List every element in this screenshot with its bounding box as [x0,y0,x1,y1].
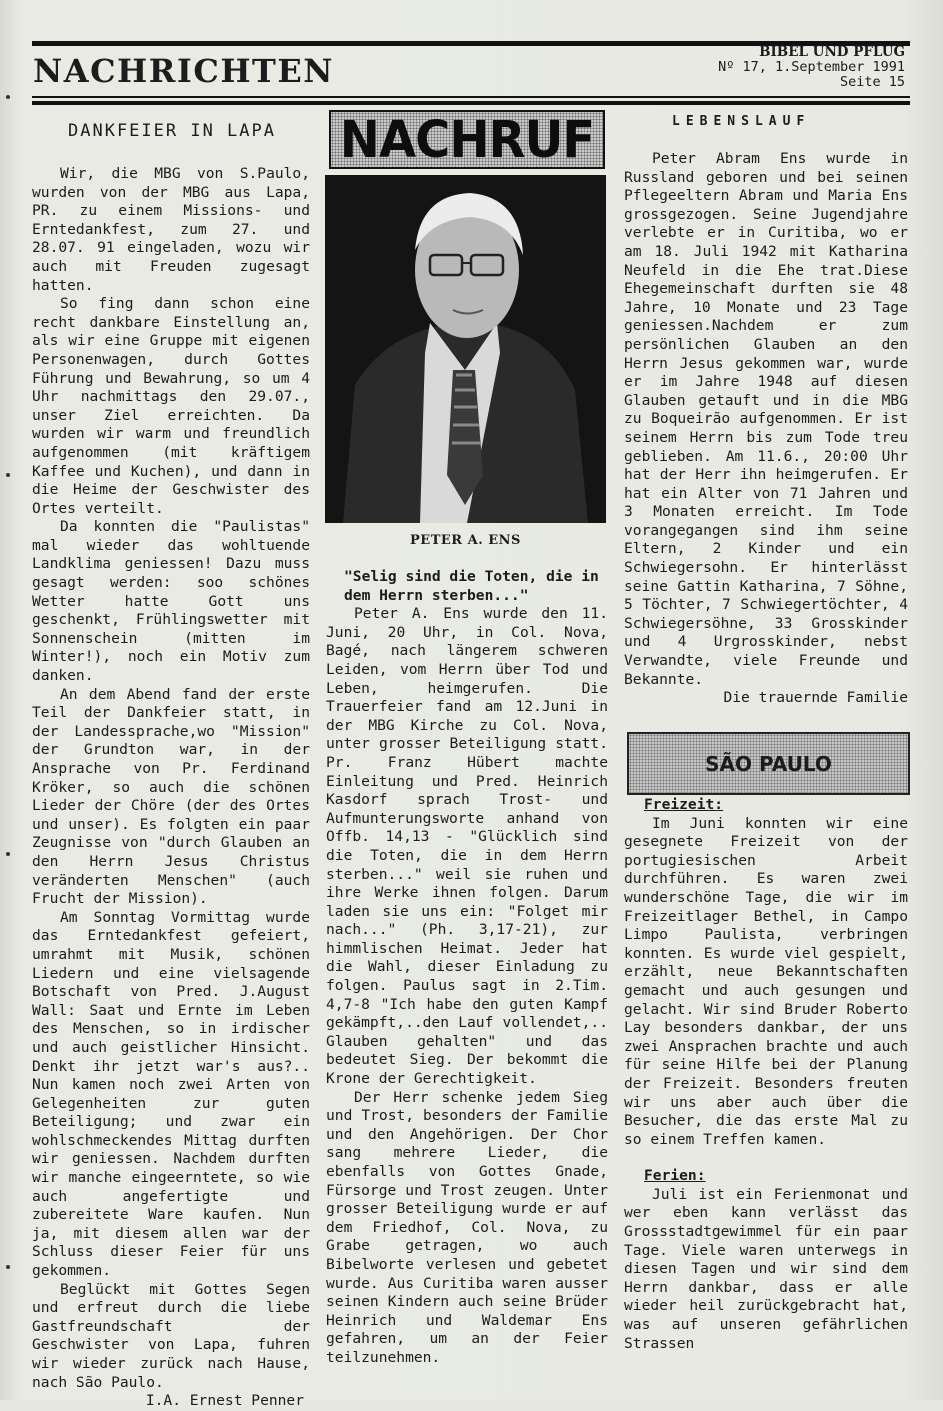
binding-hole [6,852,10,856]
header-rule-2 [32,101,910,105]
lebenslauf-title: LEBENSLAUF [672,114,811,129]
page-number: Seite 15 [839,74,905,90]
article-nachruf [326,568,608,1368]
article-lebenslauf [624,150,908,708]
photo-caption: PETER A. ENS [410,533,521,548]
paragraph: Peter A. Ens wurde den 11. Juni, 20 Uhr, in Col. Nova, Bagé, nach längerem schweren Leiden, vom Herrn über Tod und Leben, heimgerufen. Die Trauerfeier fand am 12.Juni in der MBG Kirche zu Col. Nova, unter grosser Beteiligung statt. Pr. Franz Hübert machte Einleitung und Pred. Heinrich Kasdorf sprach Trost- und Aufmunterungsworte anhand von Offb. 14,13 - "Glücklich sind die Toten, die in dem Herrn sterben..." weil sie ruhen und ihre Werke ihnen folgen. Darum laden sie uns ein: "Folget mir nach..." (Ph. 3,17-21), zur himmlischen Heimat. Jeder hat die Wahl, dieser Einladung zu folgen. Paulus sagt in 2.Tim. 4,7-8 "Ich habe den guten Kampf gekämpft,..den Lauf vollendet,.. Glauben gehalten" und das bedeutet Sieg. Der bekommt die Krone der Gerechtigkeit. [326,605,608,1088]
paragraph: Beglückt mit Gottes Segen und erfreut durch die liebe Gastfreundschaft der Geschwister von Lapa, fuhren wir wieder zurück nach Hause, nach São Paulo. [32,1280,310,1391]
article-title-lapa: DANKFEIER IN LAPA [68,121,276,141]
paragraph: Wir, die MBG von S.Paulo, wurden von der MBG aus Lapa, PR. zu einem Missions- und Erntedankfest, zum 27. und 28.07. 91 eingeladen, wozu wir auch mit Freuden zugesagt hatten. [32,165,310,294]
header-rule-1 [32,96,910,98]
sao-paulo-banner [627,732,910,795]
issue-info [718,45,905,90]
nachruf-banner [329,110,605,169]
masthead: NACHRICHTEN [33,52,334,90]
binding-hole [6,473,10,477]
paragraph: Der Herr schenke jedem Sieg und Trost, besonders der Familie und den Angehörigen. Der Chor sang mehrere Lieder, die ebenfalls von Gottes Gnade, Fürsorge und Trost zeugen. Unter grosser Beteiligung wurde er auf dem Friedhof, Col. Nova, zu Grabe getragen, wo auch Bibelworte verlesen und gebetet wurde. Aus Curitiba waren ausser seinen Kindern auch seine Brüder Heinrich und Waldemar Ens gefahren, um an der Feier teilzunehmen. [326,1088,608,1366]
binding-hole [6,95,10,99]
binding-hole [6,1265,10,1269]
publication-name: BIBEL UND PFLUG [759,44,905,60]
paragraph: Im Juni konnten wir eine gesegnete Freizeit von der portugiesischen Arbeit durchführen. Es waren zwei wunderschöne Tage, die wir im Freizeitlager Bethel, in Campo Limpo Paulista, verbringen konnten. Es wurde viel gespielt, erzählt, neue Bekanntschaften gemacht und auch gesungen und gelacht. Wir sind Bruder Roberto Lay besonders dankbar, der uns zwei Ansprachen brachte und auch für seine Hilfe bei der Planung der Freizeit. Besonders freuten wir uns aber auch über die Besucher, die das erste Mal zu so einem Treffen kamen. [624,814,908,1148]
paragraph: So fing dann schon eine recht dankbare Einstellung an, als wir eine Gruppe mit eigenen Personenwagen, durch Gottes Führung und Bewahrung, so um 4 Uhr nachmittags den 29.07., unser Ziel erreichten. Da wurden wir warm und freundlich aufgenommen (mit kräftigem Kaffee und Kuchen), und dann in die Heime der Geschwister des Ortes verteilt. [32,295,310,517]
paragraph: Am Sonntag Vormittag wurde das Erntedankfest gefeiert, umrahmt mit Musik, schönen Liedern und eine vielsagende Botschaft von Pred. J.August Wall: Saat und Ernte im Leben des Menschen, so in irdischer und auch geistlicher Hinsicht. Denkt ihr jetzt war's aus?.. Nun kamen noch zwei Arten von Gelegenheiten zur guten Beteiligung; und zwar ein wohlschmeckendes Mittag durften wir geniessen. Nachdem durften wir manche eingeerntete, so wie auch angefertigte und zubereitete Ware kaufen. Nun ja, mit diesem allen war der Schluss dieser Feier für uns gekommen. [32,908,310,1280]
portrait-photo [325,175,606,523]
paragraph: Juli ist ein Ferienmonat und wer eben kann verlässt das Grossstadtgewimmel für ein paar Tage. Viele waren unterwegs in diesen Tagen und wir sind dem Herrn dankbar, dass er alle wieder heil zurückgebracht hat, was auf unseren gefährlichen Strassen [624,1185,908,1352]
signature: I.A. Ernest Penner [145,1392,304,1410]
bible-quote: "Selig sind die Toten, die in dem Herrn sterben..." [344,568,599,604]
nachruf-title: NACHRUF [339,110,595,169]
paragraph: Peter Abram Ens wurde in Russland geboren und bei seinen Pflegeeltern Abram und Maria Ens grossgezogen. Seine Jugendjahre verlebte er in Curitiba, wo er am 18. Juli 1942 mit Katharina Neufeld in die Ehe trat.Diese Ehegemeinschaft durften sie 48 Jahre, 10 Monate und 23 Tage geniessen.Nachdem er zum persönlichen Glauben an den Herrn Jesus gekommen war, wurde er im Jahre 1948 auf diesen Glauben getauft und in die MBG zu Boqueirão aufgenommen. Er ist seinem Herrn bis zum Tode treu geblieben. Am 11.6., 20:00 Uhr hat der Herr ihn heimgerufen. Er hat ein Alter von 71 Jahren und 3 Monaten erreicht. Im Tode vorangegangen sind ihm seine Eltern, 2 Kinder und ein Schwiegersohn. Er hinterlässt seine Gattin Katharina, 7 Söhne, 5 Töchter, 7 Schwiegertöchter, 4 Schwiegersöhne, 33 Grosskinder und 4 Urgrosskinder, nebst Verwandte, viele Freunde und Bekannte. [624,150,908,688]
freizeit-heading: Freizeit: [644,796,724,813]
article-lapa [32,165,310,1411]
issue-number: Nº 17, 1.September 1991 [718,59,905,75]
portrait-illustration [325,175,606,523]
paragraph: An dem Abend fand der erste Teil der Dankfeier statt, in der Landessprache,wo "Mission" der Grundton war, in der Ansprache von Pr. Ferdinand Kröker, so auch die schönen Lieder der Chöre (der des Ortes und unser). Es folgten ein paar Zeugnisse von "durch Glauben an den Herrn Jesus Christus veränderten Menschen" (auch Frucht der Mission). [32,685,310,908]
paragraph: Da konnten die "Paulistas" mal wieder das wohltuende Landklima geniessen! Dazu muss gesagt werden: soo schönes Wetter hatte Gott uns geschenkt, Frühlingswetter mit Sonnenschein (mitten im Winter!), noch ein Motiv zum danken. [32,518,310,685]
sao-paulo-title: SÃO PAULO [705,751,832,776]
article-sao-paulo [624,796,908,1353]
signature: Die trauernde Familie [723,689,908,707]
ferien-heading: Ferien: [644,1167,706,1185]
